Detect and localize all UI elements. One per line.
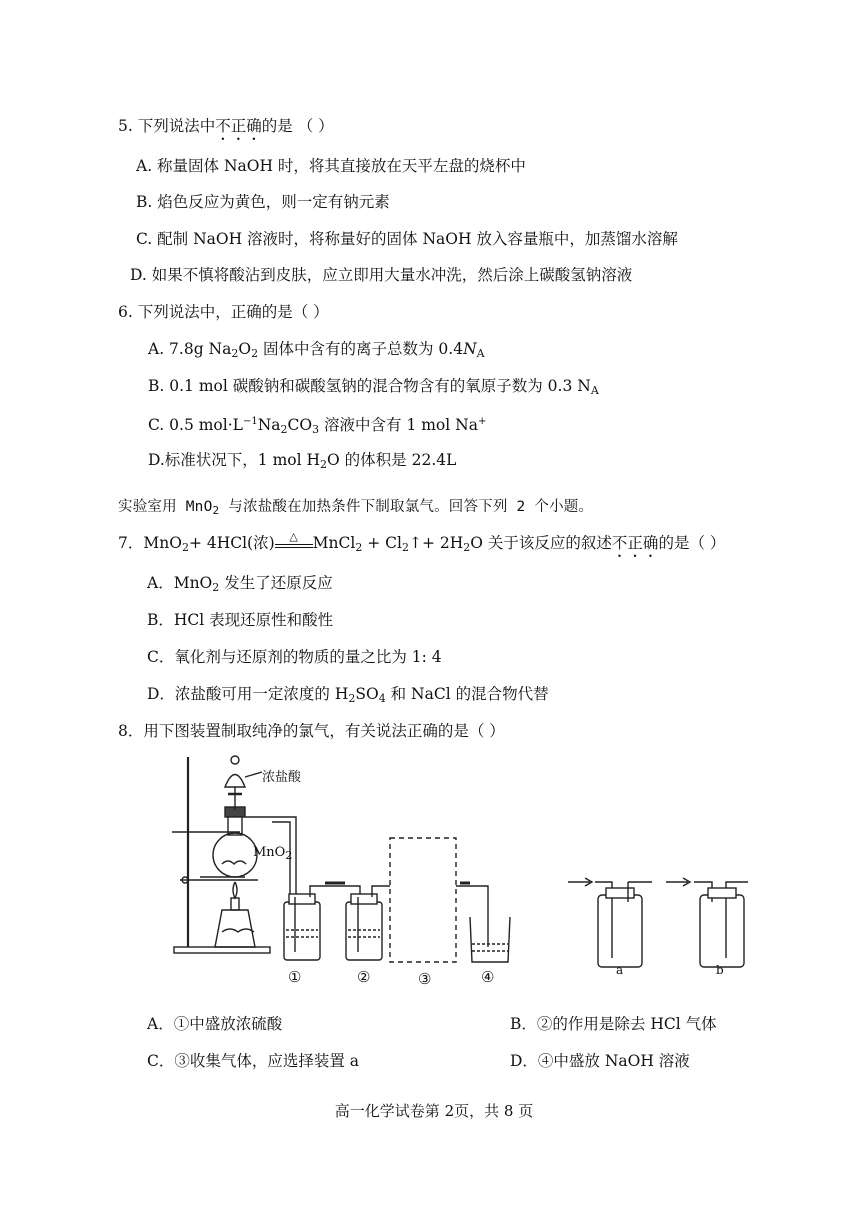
q7-option-c: C．氧化剂与还原剂的物质的量之比为 1: 4 bbox=[147, 648, 442, 666]
section-intro: 实验室用 MnO$_2$ 与浓盐酸在加热条件下制取氯气。回答下列 2 个小题。 bbox=[118, 499, 594, 517]
collector-b bbox=[666, 878, 748, 967]
label-n3: ③ bbox=[418, 970, 432, 988]
q6-option-a: A. 7.8g $Na_2O_2$ 固体中含有的离子总数为 $0.4N_A$ bbox=[148, 340, 485, 360]
q6-option-d: D.标准状况下，1 mol $H_2O$ 的体积是 22.4L bbox=[148, 451, 457, 471]
q5-option-b: B. 焰色反应为黄色，则一定有钠元素 bbox=[136, 193, 390, 211]
q8-option-d: D．④中盛放 NaOH 溶液 bbox=[510, 1052, 690, 1070]
q7-option-d: D．浓盐酸可用一定浓度的 $H_2SO_4$ 和 NaCl 的混合物代替 bbox=[147, 685, 549, 705]
q5-option-c: C. 配制 NaOH 溶液时，将称量好的固体 NaOH 放入容量瓶中，加蒸馏水溶解 bbox=[136, 230, 678, 248]
q5-option-d: D. 如果不慎将酸沾到皮肤，应立即用大量水冲洗，然后涂上碳酸氢钠溶液 bbox=[130, 266, 633, 284]
q6-stem: 6. 下列说法中，正确的是（ ） bbox=[118, 303, 329, 321]
label-b: b bbox=[716, 963, 724, 977]
reaction-condition: △ bbox=[275, 536, 313, 548]
q8-option-c: C．③收集气体，应选择装置 a bbox=[147, 1052, 360, 1070]
q8-option-a: A．①中盛放浓硫酸 bbox=[147, 1015, 283, 1033]
page-footer: 高一化学试卷第 2页，共 8 页 bbox=[334, 1102, 534, 1120]
dashed-box-3 bbox=[390, 838, 456, 962]
q8-stem: 8．用下图装置制取纯净的氯气，有关说法正确的是（ ） bbox=[118, 722, 505, 740]
collector-a bbox=[568, 878, 652, 967]
q6-option-c: C. 0.5 $mol\cdot L^{-1}Na_2CO_3$ 溶液中含有 1 mol Na+ bbox=[148, 416, 487, 436]
emphasis-dots: 不正确 bbox=[215, 117, 262, 135]
wash-bottle-1 bbox=[284, 890, 320, 960]
apparatus-figure bbox=[0, 752, 868, 1012]
q7-stem: 7．MnO$_2$+ 4HCl(浓) △ MnCl$_2$ + $Cl_2↑+ 2H_2O$ 关于该反应的叙述不正确的是（ ） bbox=[118, 530, 726, 554]
q6-option-b: B. 0.1 mol 碳酸钠和碳酸氢钠的混合物含有的氧原子数为 0.3 $N_A$ bbox=[148, 377, 599, 397]
separatory-funnel bbox=[225, 756, 262, 810]
q7-option-b: B．HCl 表现还原性和酸性 bbox=[147, 611, 334, 629]
q5-option-a: A. 称量固体 NaOH 时，将其直接放在天平左盘的烧杯中 bbox=[136, 157, 526, 175]
label-mno2: MnO$_2$ bbox=[253, 845, 293, 862]
label-n1: ① bbox=[288, 968, 302, 986]
label-n4: ④ bbox=[481, 968, 495, 986]
q5-stem: 5. 下列说法中不正确的是 （ ） bbox=[118, 117, 334, 135]
label-a: a bbox=[616, 963, 624, 977]
q7-option-a: A．MnO$_2$ 发生了还原反应 bbox=[147, 574, 333, 594]
beaker-4 bbox=[470, 917, 510, 962]
label-conc-hcl: 浓盐酸 bbox=[262, 770, 302, 785]
label-n2: ② bbox=[357, 968, 371, 986]
wash-bottle-2 bbox=[346, 886, 390, 960]
q8-option-b: B．②的作用是除去 HCl 气体 bbox=[510, 1015, 717, 1033]
round-bottom-flask bbox=[213, 807, 268, 877]
alcohol-lamp bbox=[215, 882, 255, 947]
